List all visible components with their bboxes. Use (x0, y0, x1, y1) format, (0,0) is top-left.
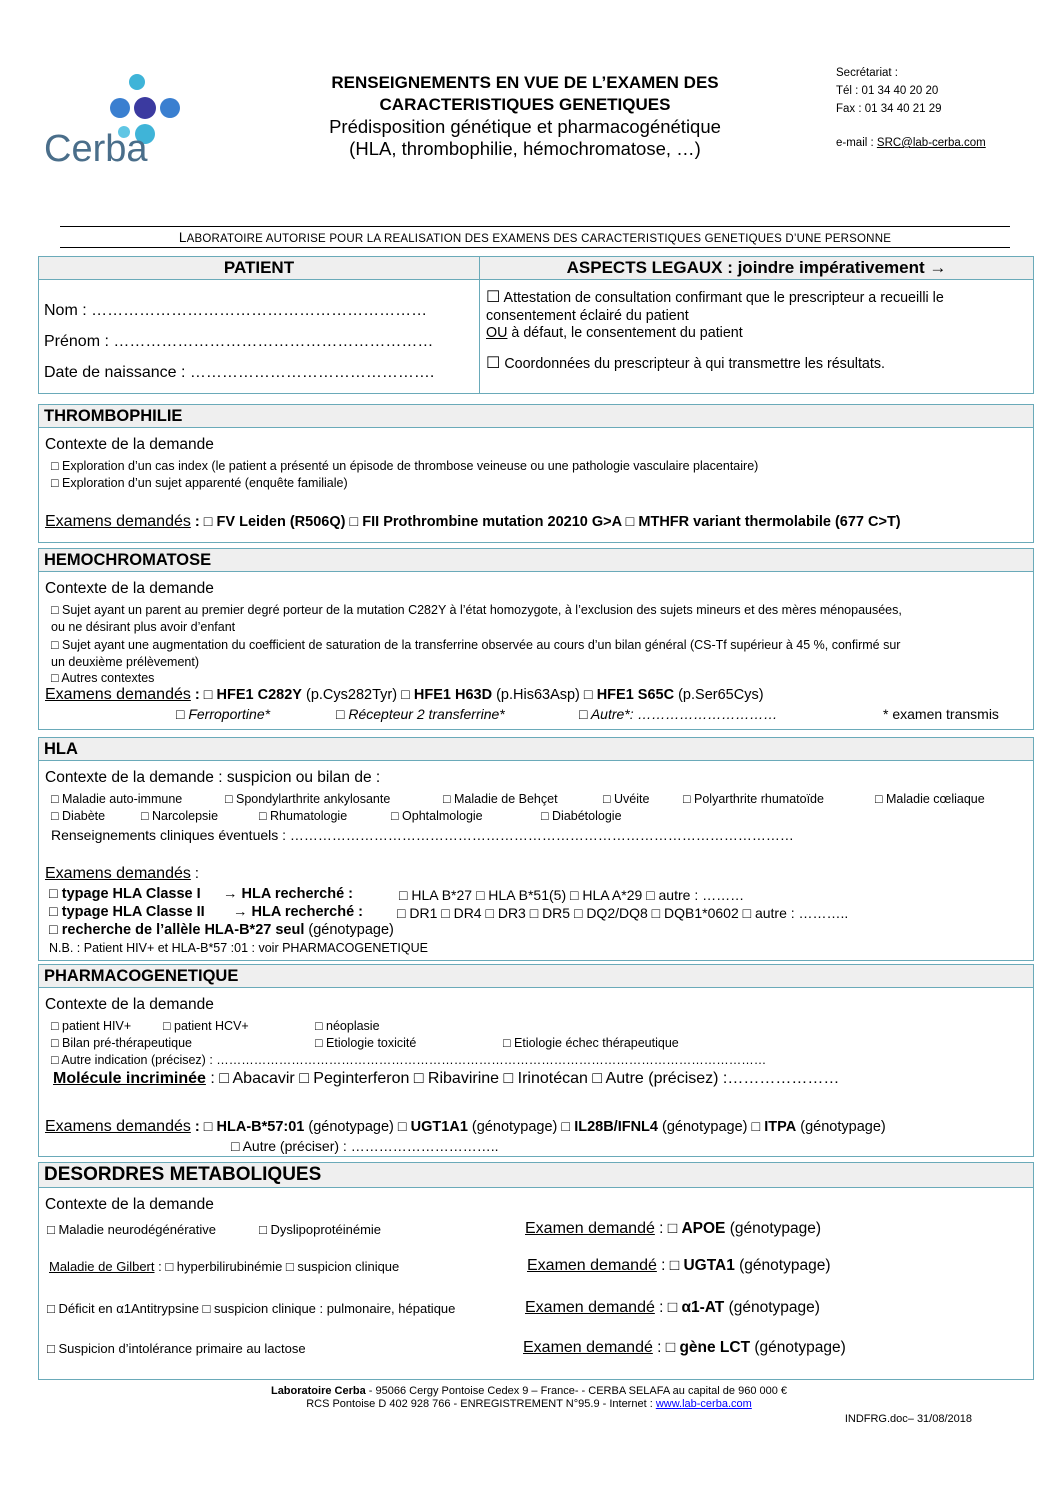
pharma-autre[interactable]: □ Autre indication (précisez) : …………………………………………………………………………………………………………………… (51, 1053, 767, 1067)
attest-text-2: consentement éclairé du patient (486, 308, 689, 324)
pharma-exam-3[interactable]: IL28B/IFNL4 (574, 1119, 658, 1135)
thrombo-ctx: Contexte de la demande (45, 436, 214, 453)
meta-gilbert: Maladie de Gilbert (49, 1259, 155, 1274)
meta-exam-a1at[interactable]: α1-AT (681, 1299, 725, 1316)
lab-authorized-banner (60, 226, 1010, 248)
attestation-checkbox[interactable]: ☐ (486, 289, 501, 306)
patient-column (39, 257, 480, 393)
thrombo-head: THROMBOPHILIE (39, 405, 1033, 428)
title-line-3: Prédisposition génétique et pharmacogénétique (329, 116, 721, 137)
hla-r1-6[interactable]: □ Maladie cœliaque (875, 792, 985, 806)
pharma-exam-2b: (génotypage) □ (467, 1119, 575, 1135)
meta-head: DESORDRES METABOLIQUES (39, 1163, 1033, 1188)
hemo-opt-2b: un deuxième prélèvement) (51, 655, 199, 669)
hla-section (38, 737, 1034, 961)
hla-r2-5[interactable]: □ Diabétologie (541, 809, 622, 823)
hla-r2-1[interactable]: □ Diabète (51, 809, 106, 823)
pharma-exam-4b: (génotypage) (796, 1119, 886, 1135)
hla-r1-3[interactable]: □ Maladie de Behçet (443, 792, 558, 806)
footer-rcs: RCS Pontoise D 402 928 766 - ENREGISTREMENT N°95.9 - Internet : (306, 1398, 656, 1410)
attest-ou: OU (486, 325, 508, 341)
secretariat-label: Secrétariat : (836, 67, 898, 79)
pharmaco-section (38, 964, 1034, 1157)
form-title (230, 72, 820, 160)
hemo-ctx: Contexte de la demande (45, 580, 214, 597)
pharma-r2-1[interactable]: □ Bilan pré-thérapeutique (51, 1036, 192, 1050)
hemo-exam-3[interactable]: HFE1 S65C (596, 687, 675, 703)
hemo-exam-label: Examens demandés (45, 686, 191, 703)
email-label: e-mail : (836, 137, 877, 149)
hemochromatose-section (38, 548, 1034, 730)
hemo-opt-1b: ou ne désirant plus avoir d’enfant (51, 620, 236, 634)
hemo-opt-2a[interactable]: □ Sujet ayant une augmentation du coefficient de saturation de la transferrine observée au cours d’un bilan général (CS-Tf supérieur à 45 %, confirmé sur (51, 638, 901, 652)
legal-head: ASPECTS LEGAUX : joindre impérativement → (480, 257, 1033, 280)
hemo-opt-1a[interactable]: □ Sujet ayant un parent au premier degré porteur de la mutation C282Y à l’état homozygote, à l’exclusion des sujets mineurs et des mères ménopausées, (51, 603, 902, 617)
pharma-exam-4[interactable]: ITPA (764, 1119, 797, 1135)
pharma-r1-2[interactable]: □ patient HCV+ (163, 1019, 249, 1033)
hla-b27-seul[interactable]: □ recherche de l’allèle HLA-B*27 seul (49, 922, 305, 938)
meta-sep-1: : □ (654, 1220, 682, 1237)
hla-nb: N.B. : Patient HIV+ et HLA-B*57 :01 : voir PHARMACOGENETIQUE (49, 941, 428, 955)
hla-classe-2-recherche: → HLA recherché : (233, 904, 363, 920)
hemo-exam-2[interactable]: HFE1 H63D (413, 687, 493, 703)
meta-exam-label-1: Examen demandé (525, 1220, 655, 1237)
hla-r1-4[interactable]: □ Uvéite (603, 792, 650, 806)
hla-classe-1-recherche: → HLA recherché : (223, 886, 353, 902)
hemo-autre[interactable]: □ Autre*: ………………………… (579, 706, 778, 722)
meta-geno-4: (génotypage) (750, 1339, 846, 1356)
pharma-mol-label: Molécule incriminée (53, 1070, 206, 1087)
meta-sep-4: : □ (652, 1339, 680, 1356)
footer-lab: Laboratoire Cerba (270, 1385, 366, 1397)
pharma-exam-label: Examens demandés (45, 1118, 191, 1135)
hemo-opt-3[interactable]: □ Autres contextes (51, 671, 155, 685)
hla-r2-2[interactable]: □ Narcolepsie (141, 809, 219, 823)
hla-r1-2[interactable]: □ Spondylarthrite ankylosante (225, 792, 391, 806)
hla-classe-2[interactable]: □ typage HLA Classe II (49, 904, 205, 920)
email-link[interactable]: SRC@lab-cerba.com (876, 137, 986, 149)
patient-box (38, 256, 1034, 394)
banner-initial: L (178, 230, 187, 245)
pharma-r2-3[interactable]: □ Etiologie échec thérapeutique (503, 1036, 679, 1050)
hla-r1-1[interactable]: □ Maladie auto-immune (51, 792, 183, 806)
meta-exam-lct[interactable]: gène LCT (679, 1339, 751, 1356)
banner-text: ABORATOIRE AUTORISE POUR LA REALISATION DES EXAMENS DES CARACTERISTIQUES GENETIQUES D’UNE PERSONNE (186, 233, 892, 245)
nom-field[interactable]: Nom : ……………………………………………………… (44, 302, 428, 319)
pharma-exam-1b: (génotypage) □ (304, 1119, 411, 1135)
hemo-exam-1[interactable]: : □ HFE1 C282Y (190, 687, 302, 703)
hla-renseignements[interactable]: Renseignements cliniques éventuels : ……………………………………………………………………………………………… (51, 827, 794, 843)
prenom-field[interactable]: Prénom : …………………………………………………… (44, 333, 434, 350)
hemo-head: HEMOCHROMATOSE (39, 549, 1033, 572)
meta-l3[interactable]: □ Déficit en α1Antitrypsine □ suspicion clinique : pulmonaire, hépatique (47, 1301, 456, 1316)
meta-exam-label-4: Examen demandé (523, 1339, 653, 1356)
hemo-ferroportine[interactable]: □ Ferroportine* (176, 706, 271, 722)
meta-exam-label-2: Examen demandé (527, 1257, 657, 1274)
pharma-exam-2[interactable]: UGT1A1 (410, 1119, 468, 1135)
fax: Fax : 01 34 40 21 29 (836, 103, 942, 115)
hemo-exam-2b: (p.His63Asp) □ (492, 687, 597, 703)
coord-text: Coordonnées du prescripteur à qui transmettre les résultats. (504, 356, 885, 372)
pharma-ctx: Contexte de la demande (45, 996, 214, 1013)
pharma-r1-3[interactable]: □ néoplasie (315, 1019, 380, 1033)
cerba-logo (42, 70, 222, 180)
legal-column (480, 257, 1033, 393)
hla-classe-1-opts[interactable]: □ HLA B*27 □ HLA B*51(5) □ HLA A*29 □ autre : ……… (399, 887, 745, 903)
meta-l1-b[interactable]: □ Dyslipoprotéinémie (259, 1222, 382, 1237)
hla-r1-5[interactable]: □ Polyarthrite rhumatoïde (683, 792, 824, 806)
tel: Tél : 01 34 40 20 20 (836, 85, 939, 97)
hla-ctx: Contexte de la demande : suspicion ou bilan de : (45, 769, 381, 786)
meta-geno-2: (génotypage) (734, 1257, 831, 1274)
hla-classe-1[interactable]: □ typage HLA Classe I (49, 886, 201, 902)
coord-checkbox[interactable]: ☐ (486, 355, 501, 372)
hla-exam-colon: : (190, 866, 199, 882)
pharma-mol-options[interactable]: : □ Abacavir □ Peginterferon □ Ribavirine □ Irinotécan □ Autre (précisez) :………………… (205, 1070, 840, 1087)
meta-gilbert-opts[interactable]: : □ hyperbilirubinémie □ suspicion clinique (154, 1259, 400, 1274)
document-reference: INDFRG.doc– 31/08/2018 (844, 1413, 972, 1425)
pharma-r1-1[interactable]: □ patient HIV+ (51, 1019, 132, 1033)
naissance-field[interactable]: Date de naissance : ………………………………………. (44, 364, 435, 381)
hla-r2-4[interactable]: □ Ophtalmologie (391, 809, 483, 823)
hla-b27-geno: (génotypage) (304, 922, 394, 938)
pharma-head: PHARMACOGENETIQUE (39, 965, 1033, 988)
logo-text: Cerba (44, 128, 148, 170)
metabolique-section (38, 1162, 1034, 1380)
thrombophilie-section (38, 404, 1034, 543)
footer-website-link[interactable]: www.lab-cerba.com (655, 1398, 752, 1410)
hla-head: HLA (39, 738, 1033, 761)
title-line-1: RENSEIGNEMENTS EN VUE DE L’EXAMEN DES (331, 73, 719, 92)
pharma-r2-2[interactable]: □ Etiologie toxicité (315, 1036, 417, 1050)
footer-line-1 (0, 1385, 1058, 1398)
hemo-exam-3b: (p.Ser65Cys) (674, 687, 764, 703)
title-line-2: CARACTERISTIQUES GENETIQUES (379, 95, 671, 114)
thrombo-exam-options[interactable]: : □ FV Leiden (R506Q) □ FII Prothrombine mutation 20210 G>A □ MTHFR variant thermolabile (677 C>T) (190, 514, 901, 530)
thrombo-opt-1[interactable]: □ Exploration d’un cas index (le patient a présenté un épisode de thrombose veineuse ou une pathologie vasculaire placentaire) (51, 459, 759, 473)
thrombo-exam-label: Examens demandés (45, 513, 191, 530)
thrombo-opt-2[interactable]: □ Exploration d’un sujet apparenté (enquête familiale) (51, 476, 348, 490)
footer-lab-rest: - 95066 Cergy Pontoise Cedex 9 – France- - CERBA SELAFA au capital de 960 000 € (365, 1385, 788, 1397)
meta-geno-3: (génotypage) (724, 1299, 820, 1316)
title-line-4: (HLA, thrombophilie, hémochromatose, …) (349, 138, 701, 159)
pharma-exam-autre[interactable]: □ Autre (préciser) : ………………………….. (231, 1138, 499, 1154)
hemo-exam-1b: (p.Cys282Tyr) □ (301, 687, 414, 703)
meta-sep-3: : □ (654, 1299, 682, 1316)
meta-l4[interactable]: □ Suspicion d’intolérance primaire au lactose (47, 1341, 306, 1356)
meta-ctx: Contexte de la demande (45, 1196, 214, 1213)
secretariat-info (836, 64, 986, 152)
meta-l1-a[interactable]: □ Maladie neurodégénérative (47, 1222, 217, 1237)
meta-exam-label-3: Examen demandé (525, 1299, 655, 1316)
attest-text-1: Attestation de consultation confirmant que le prescripteur a recueilli le (503, 290, 944, 306)
hemo-recepteur[interactable]: □ Récepteur 2 transferrine* (336, 706, 505, 722)
hla-r2-3[interactable]: □ Rhumatologie (259, 809, 348, 823)
meta-geno-1: (génotypage) (725, 1220, 822, 1237)
pharma-exam-1[interactable]: : □ HLA-B*57:01 (190, 1119, 305, 1135)
hla-classe-2-opts[interactable]: □ DR1 □ DR4 □ DR3 □ DR5 □ DQ2/DQ8 □ DQB1*0602 □ autre : ……….. (397, 905, 849, 921)
patient-head: PATIENT (39, 257, 479, 280)
meta-exam-ugta1[interactable]: UGTA1 (683, 1257, 735, 1274)
meta-sep-2: : □ (656, 1257, 684, 1274)
pharma-exam-3b: (génotypage) □ (657, 1119, 765, 1135)
hemo-transmis-note: * examen transmis (883, 706, 999, 722)
hla-exam-label: Examens demandés (45, 865, 191, 882)
meta-exam-apoe[interactable]: APOE (681, 1220, 726, 1237)
attest-text-3: à défaut, le consentement du patient (507, 325, 743, 341)
footer-line-2 (0, 1398, 1058, 1411)
